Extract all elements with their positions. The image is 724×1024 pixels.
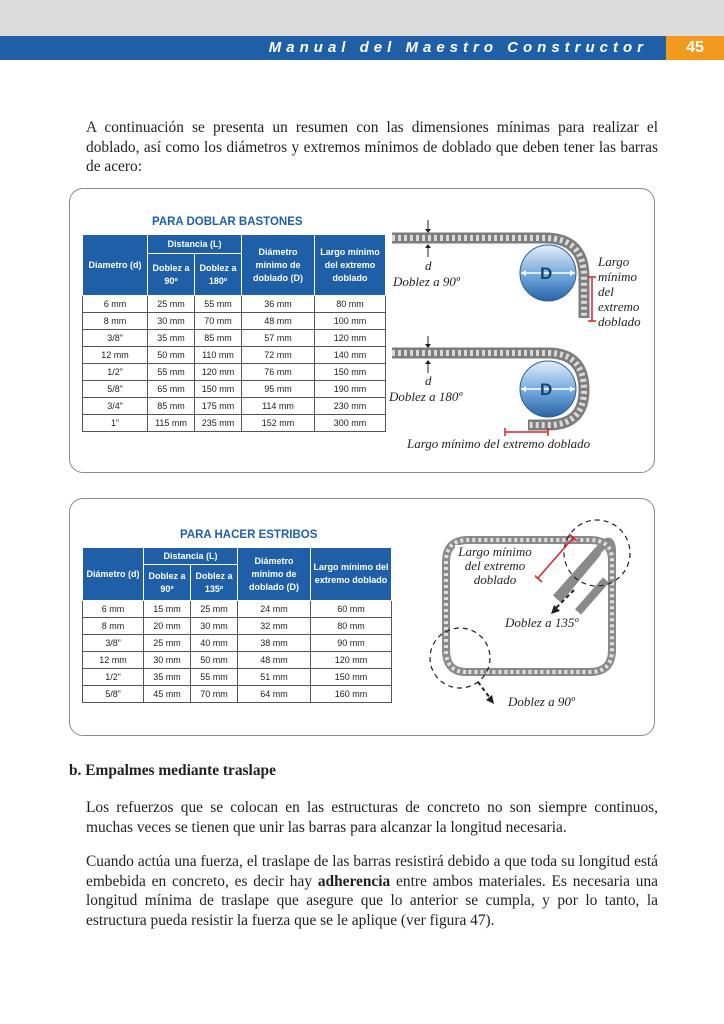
cell: 30 mm xyxy=(191,618,238,635)
cell: 64 mm xyxy=(238,686,311,703)
cell: 120 mm xyxy=(311,652,392,669)
cell: 32 mm xyxy=(238,618,311,635)
label-largo-minimo: Largo mínimo del extremo doblado xyxy=(598,254,641,329)
cell: 3/4” xyxy=(83,398,148,415)
cell: 152 mm xyxy=(242,415,315,432)
page-number: 45 xyxy=(666,36,724,60)
col-dmin: Diámetro mínimo de doblado (D) xyxy=(238,548,311,601)
estribos-table-title: PARA HACER ESTRIBOS xyxy=(180,529,318,541)
cell: 30 mm xyxy=(144,652,191,669)
cell: 120 mm xyxy=(315,330,386,347)
cell: 150 mm xyxy=(311,669,392,686)
cell: 60 mm xyxy=(311,601,392,618)
col-d90: Doblez a 90º xyxy=(144,565,191,601)
label-largo-estribo: Largo mínimo del extremo doblado xyxy=(455,545,535,587)
cell: 300 mm xyxy=(315,415,386,432)
cell: 35 mm xyxy=(144,669,191,686)
label-largo-minimo-180: Largo mínimo del extremo doblado xyxy=(407,436,591,451)
cell: 85 mm xyxy=(195,330,242,347)
col-d90: Doblez a 90º xyxy=(148,254,195,296)
cell: 38 mm xyxy=(238,635,311,652)
label-D-90: D xyxy=(540,264,553,283)
cell: 3/8” xyxy=(83,635,144,652)
cell: 190 mm xyxy=(315,381,386,398)
cell: 40 mm xyxy=(191,635,238,652)
cell: 1” xyxy=(83,415,148,432)
cell: 150 mm xyxy=(315,364,386,381)
cell: 1/2” xyxy=(83,669,144,686)
col-dist: Distancia (L) xyxy=(148,235,242,254)
header-title: Manual del Maestro Constructor xyxy=(268,39,648,56)
col-diam: Diametro (d) xyxy=(83,235,148,296)
col-d135: Doblez a 135º xyxy=(191,565,238,601)
cell: 57 mm xyxy=(242,330,315,347)
label-doblez-180: Doblez a 180º xyxy=(389,389,463,404)
cell: 50 mm xyxy=(148,347,195,364)
cell: 70 mm xyxy=(195,313,242,330)
col-largo: Largo mínimo del extremo doblado xyxy=(315,235,386,296)
cell: 3/8” xyxy=(83,330,148,347)
cell: 120 mm xyxy=(195,364,242,381)
cell: 85 mm xyxy=(148,398,195,415)
label-doblez-90: Doblez a 90º xyxy=(393,274,460,289)
cell: 51 mm xyxy=(238,669,311,686)
cell: 5/8” xyxy=(83,686,144,703)
cell: 25 mm xyxy=(148,296,195,313)
cell: 30 mm xyxy=(148,313,195,330)
cell: 55 mm xyxy=(195,296,242,313)
cell: 55 mm xyxy=(191,669,238,686)
cell: 150 mm xyxy=(195,381,242,398)
cell: 140 mm xyxy=(315,347,386,364)
label-doblez-90-estribo: Doblez a 90º xyxy=(508,694,575,709)
paragraph-2 xyxy=(86,852,658,930)
cell: 70 mm xyxy=(191,686,238,703)
cell: 95 mm xyxy=(242,381,315,398)
cell: 55 mm xyxy=(148,364,195,381)
cell: 12 mm xyxy=(83,347,148,364)
label-d-90: d xyxy=(425,258,432,273)
cell: 90 mm xyxy=(311,635,392,652)
cell: 20 mm xyxy=(144,618,191,635)
cell: 1/2” xyxy=(83,364,148,381)
cell: 5/8” xyxy=(83,381,148,398)
label-d-180: d xyxy=(425,373,432,388)
p2-text-after: entre ambos materiales. Es necesaria una longitud mínima de traslape que asegure que lo anterior se cumpla, y por lo tanto, la estructura pueda resistir la fuerza que se le aplique (ver figura 47). xyxy=(86,872,658,929)
cell: 8 mm xyxy=(83,313,148,330)
cell: 8 mm xyxy=(83,618,144,635)
cell: 15 mm xyxy=(144,601,191,618)
p2-text-before: Cuando actúa una fuerza, el traslape de las barras resistirá debido a que toda su longitud está embebida en concreto, es decir hay xyxy=(86,853,658,890)
cell: 160 mm xyxy=(311,686,392,703)
cell: 12 mm xyxy=(83,652,144,669)
cell: 6 mm xyxy=(83,601,144,618)
cell: 50 mm xyxy=(191,652,238,669)
cell: 25 mm xyxy=(144,635,191,652)
cell: 72 mm xyxy=(242,347,315,364)
bend-90-zone-icon xyxy=(430,628,490,688)
cell: 48 mm xyxy=(242,313,315,330)
cell: 35 mm xyxy=(148,330,195,347)
cell: 65 mm xyxy=(148,381,195,398)
cell: 24 mm xyxy=(238,601,311,618)
cell: 36 mm xyxy=(242,296,315,313)
cell: 25 mm xyxy=(191,601,238,618)
cell: 45 mm xyxy=(144,686,191,703)
intro-paragraph: A continuación se presenta un resumen con las dimensiones mínimas para realizar el doblado, así como los diámetros y extremos mínimos de doblado que deben tener las barras de acero: xyxy=(86,119,658,175)
label-doblez-135: Doblez a 135º xyxy=(505,615,579,630)
section-b-title: b. Empalmes mediante traslape xyxy=(69,762,276,779)
bastones-table-title: PARA DOBLAR BASTONES xyxy=(152,216,303,228)
cell: 175 mm xyxy=(195,398,242,415)
cell: 80 mm xyxy=(315,296,386,313)
col-d180: Doblez a 180º xyxy=(195,254,242,296)
cell: 110 mm xyxy=(195,347,242,364)
cell: 6 mm xyxy=(83,296,148,313)
cell: 80 mm xyxy=(311,618,392,635)
cell: 230 mm xyxy=(315,398,386,415)
label-D-180: D xyxy=(540,380,553,399)
cell: 48 mm xyxy=(238,652,311,669)
paragraph-1: Los refuerzos que se colocan en las estructuras de concreto no son siempre continuos, muchas veces se tienen que unir las barras para alcanzar la longitud necesaria. xyxy=(86,799,658,836)
cell: 76 mm xyxy=(242,364,315,381)
col-largo: Largo mínimo del extremo doblado xyxy=(311,548,392,601)
col-dist: Distancia (L) xyxy=(144,548,238,565)
col-diam: Diámetro (d) xyxy=(83,548,144,601)
cell: 114 mm xyxy=(242,398,315,415)
col-dmin: Diámetro mínimo de doblado (D) xyxy=(242,235,315,296)
cell: 100 mm xyxy=(315,313,386,330)
cell: 115 mm xyxy=(148,415,195,432)
cell: 235 mm xyxy=(195,415,242,432)
p2-bold-term: adherencia xyxy=(317,872,391,890)
